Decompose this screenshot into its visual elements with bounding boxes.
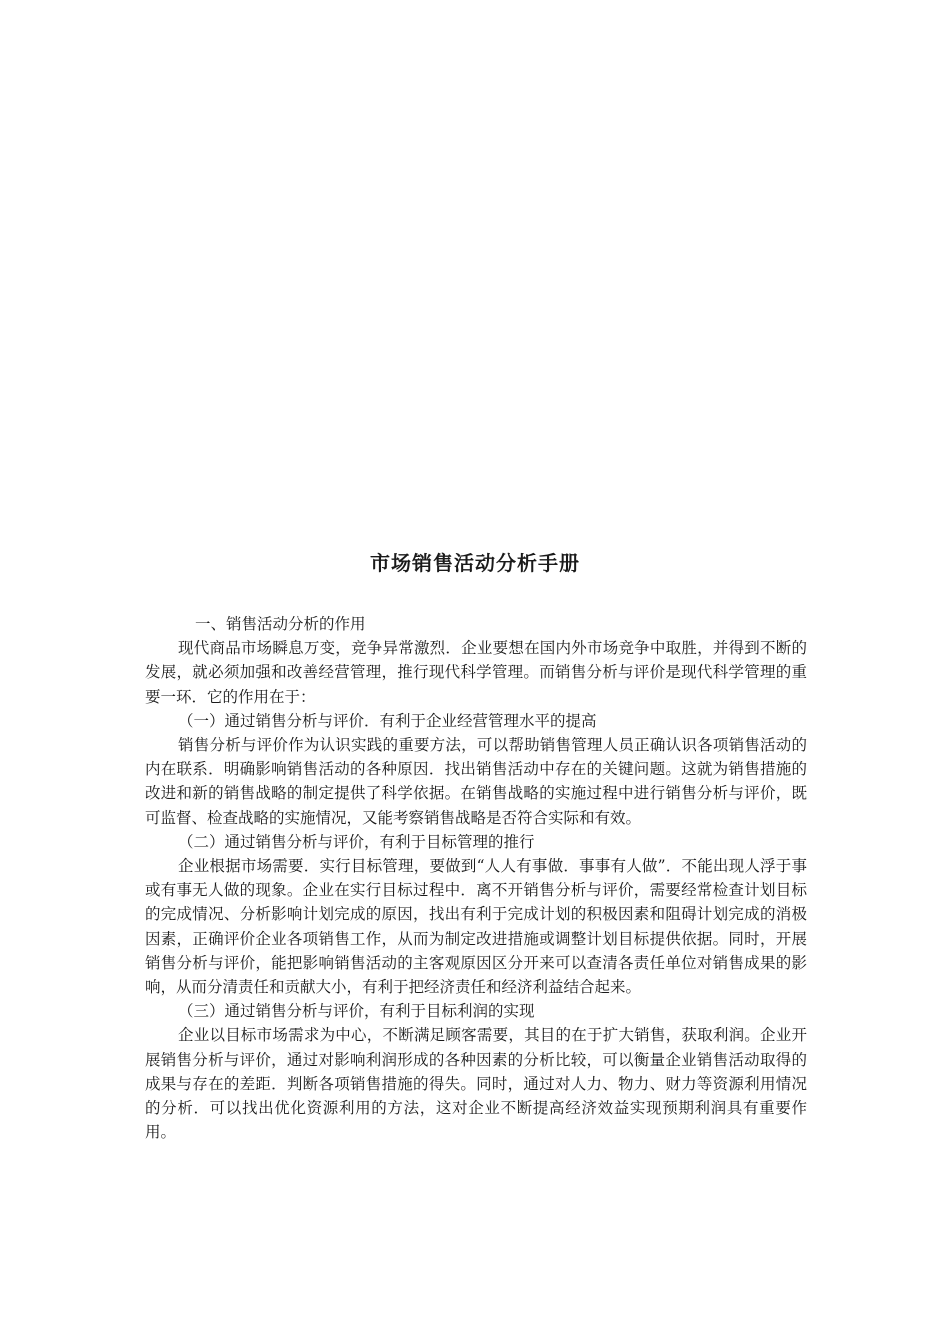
subsection-body-3: 企业以目标市场需求为中心，不断满足顾客需要，其目的在于扩大销售，获取利润。企业开展销售分析与评价，通过对影响利润形成的各种因素的分析比较，可以衡量企业销售活动取得的成果与存在的差距．判断各项销售措施的得失。同时，通过对人力、物力、财力等资源利用情况的分析．可以找出优化资源利用的方法，这对企业不断提高经济效益实现预期利润具有重要作用。 (145, 1026, 807, 1142)
section-heading: 一、销售活动分析的作用 (195, 615, 366, 633)
document-title: 市场销售活动分析手册 (370, 551, 580, 575)
subsection-heading-1: （一）通过销售分析与评价．有利于企业经营管理水平的提高 (178, 711, 597, 730)
subsection-heading-3: （三）通过销售分析与评价，有利于目标利润的实现 (178, 1002, 535, 1021)
subsection-body-1: 销售分析与评价作为认识实践的重要方法，可以帮助销售管理人员正确认识各项销售活动的内在联系．明确影响销售活动的各种原因．找出销售活动中存在的关键问题。这就为销售措施的改进和新的销售战略的制定提供了科学依据。在销售战略的实施过程中进行销售分析与评价，既可监督、检查战略的实施情况，又能考察销售战略是否符合实际和有效。 (145, 736, 807, 827)
subsection-body-2: 企业根据市场需要．实行目标管理，要做到“人人有事做．事事有人做”．不能出现人浮于事或有事无人做的现象。企业在实行目标过程中．离不开销售分析与评价，需要经常检查计划目标的完成情况、分析影响计划完成的原因，找出有利于完成计划的积极因素和阻碍计划完成的消极因素，正确评价企业各项销售工作，从而为制定改进措施或调整计划目标提供依据。同时，开展销售分析与评价，能把影响销售活动的主客观原因区分开来可以查清各责任单位对销售成果的影响，从而分清责任和贡献大小，有利于把经济责任和经济利益结合起来。 (145, 857, 807, 997)
subsection-heading-2: （二）通过销售分析与评价，有利于目标管理的推行 (178, 832, 535, 851)
intro-paragraph: 现代商品市场瞬息万变，竞争异常激烈．企业要想在国内外市场竞争中取胜，并得到不断的发展，就必须加强和改善经营管理，推行现代科学管理。而销售分析与评价是现代科学管理的重要一环．它的作用在于： (145, 639, 807, 706)
document-body (145, 612, 807, 1144)
